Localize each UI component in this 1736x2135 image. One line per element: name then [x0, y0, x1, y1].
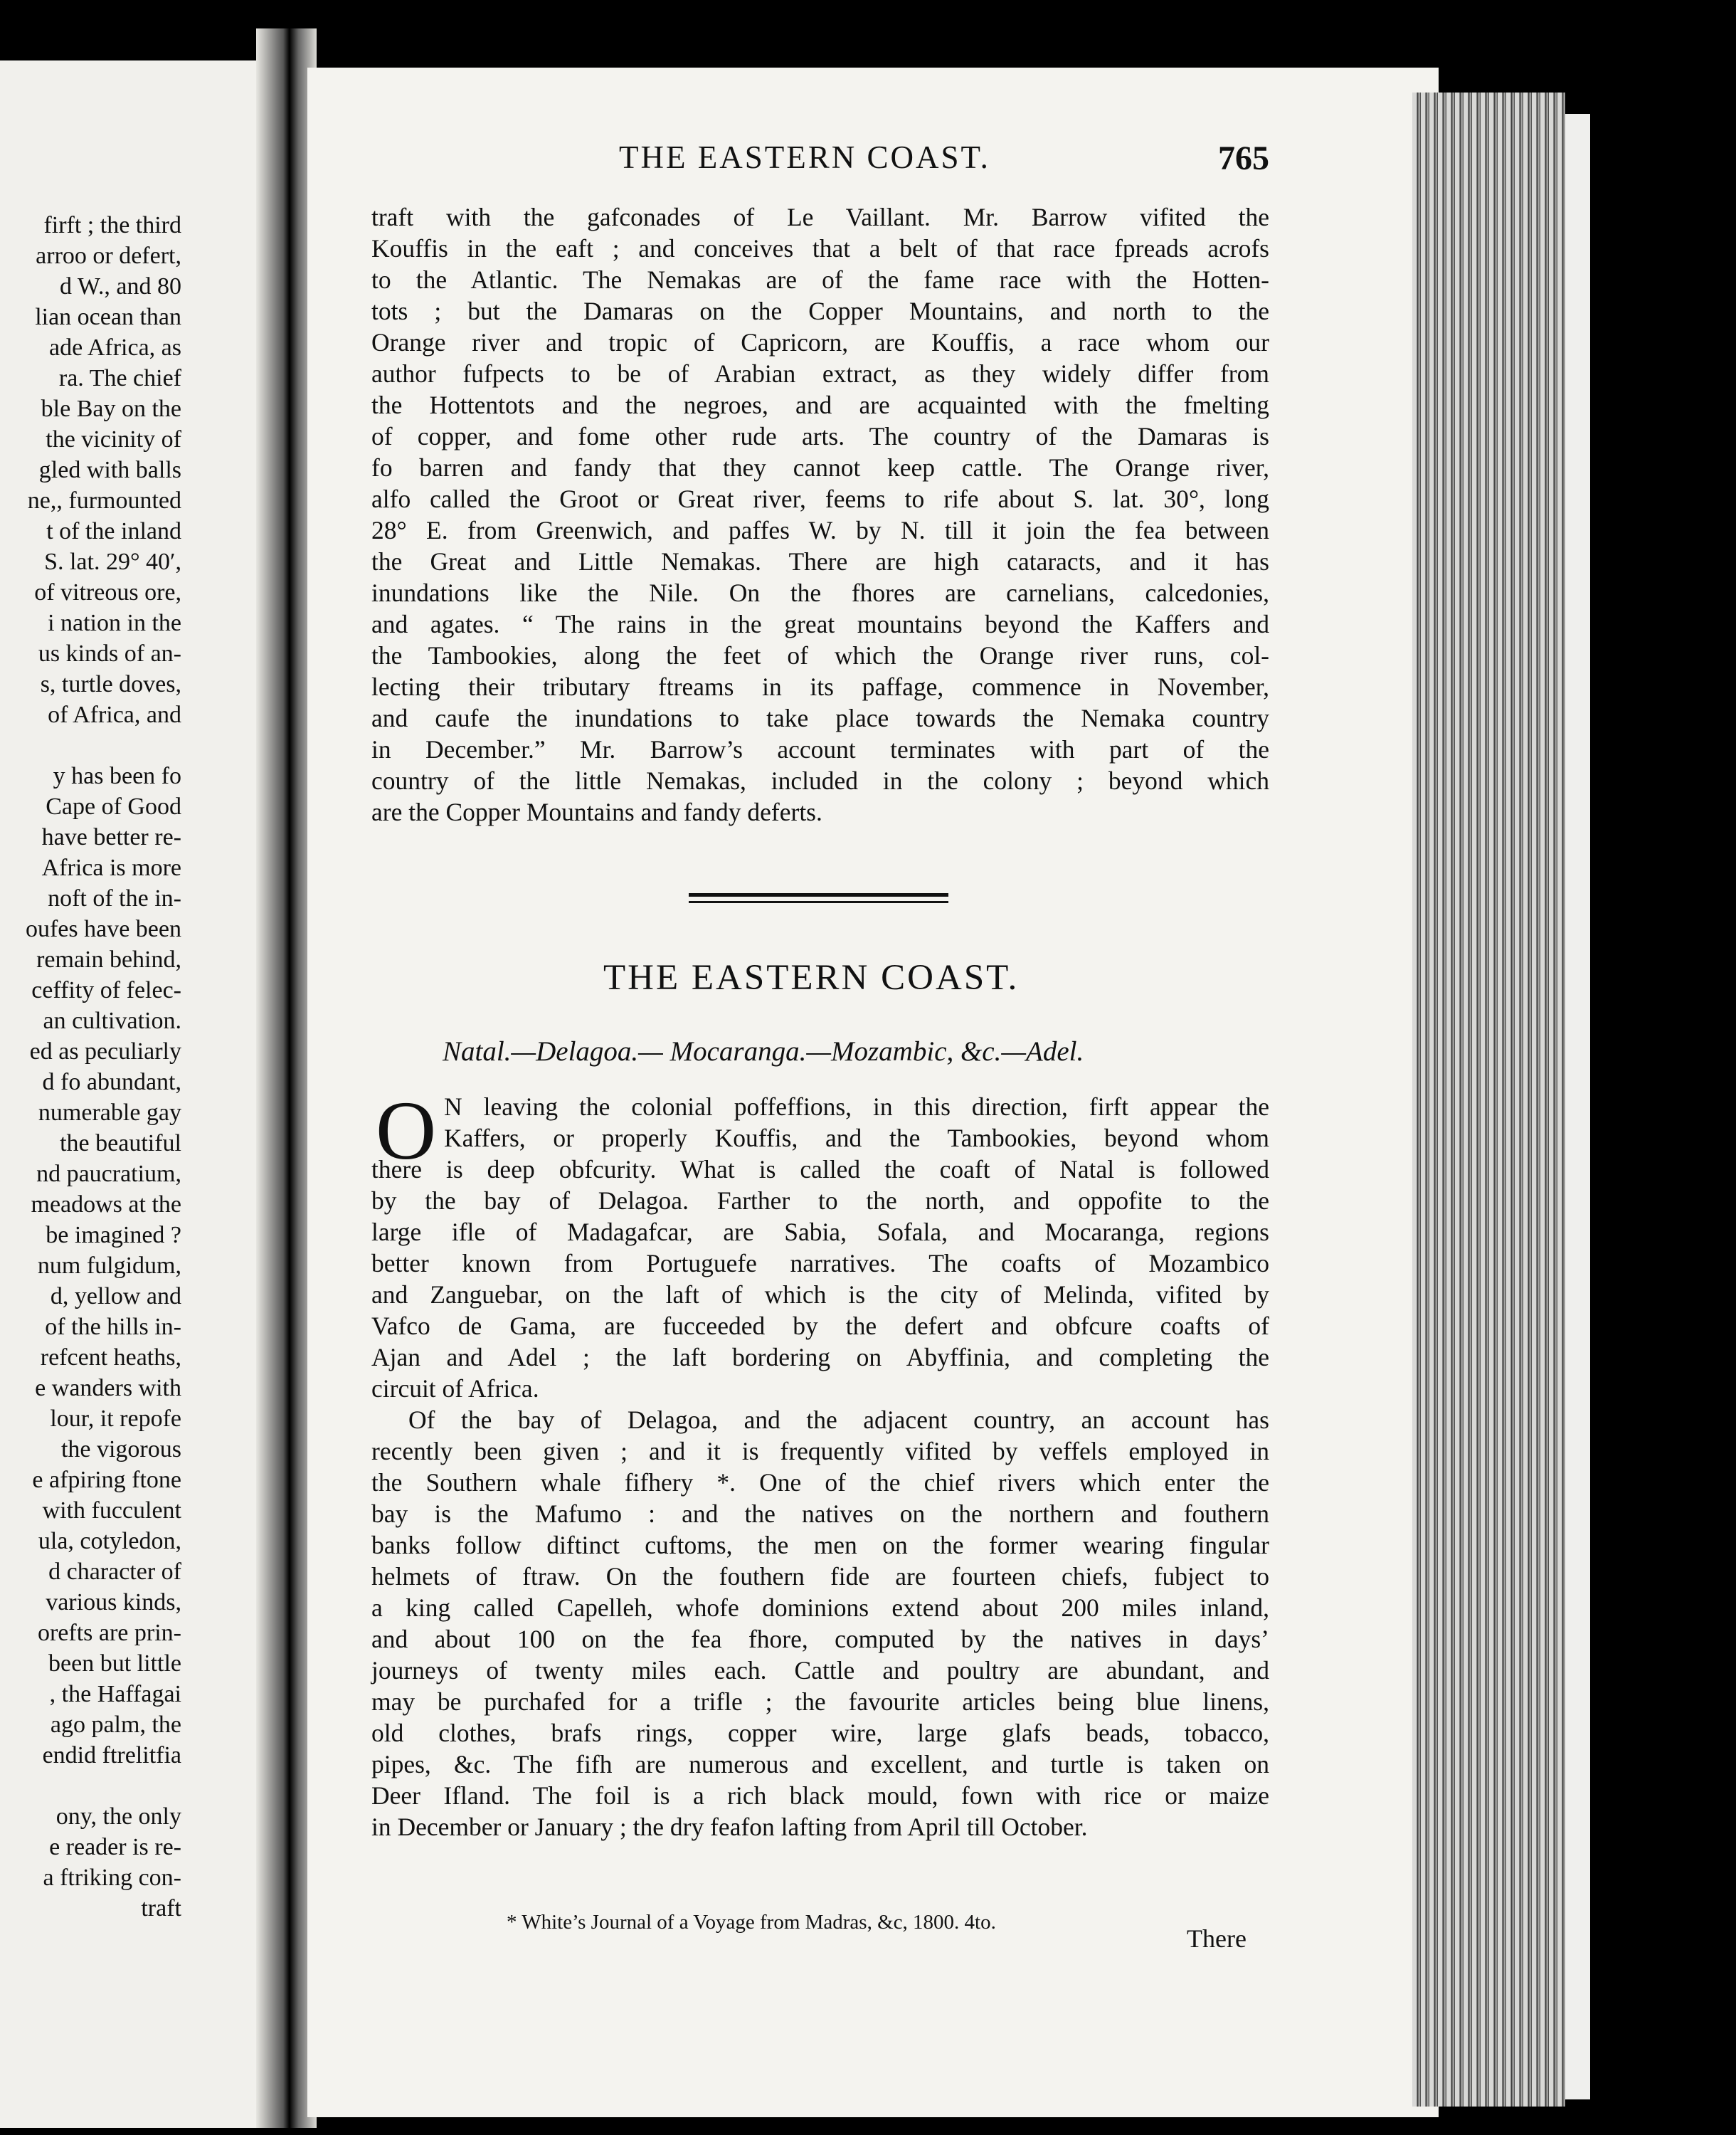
- left-text-line: , the Haffagai: [49, 1681, 181, 1707]
- text-line: old clothes, brafs rings, copper wire, large glafs beads, tobacco,: [371, 1719, 1269, 1747]
- text-line: alfo called the Groot or Great river, feems to rife about S. lat. 30°, long: [371, 485, 1269, 513]
- paragraph-continued: [371, 201, 1269, 828]
- text-line: the Tambookies, along the feet of which the Orange river runs, col-: [371, 641, 1269, 670]
- text-line: pipes, &c. The fifh are numerous and excellent, and turtle is taken on: [371, 1750, 1269, 1778]
- left-text-line: of Africa, and: [48, 702, 181, 728]
- left-text-line: lian ocean than: [35, 304, 181, 330]
- text-line: are the Copper Mountains and fandy deferts.: [371, 798, 822, 826]
- left-text-line: ne,, furmounted: [27, 487, 181, 514]
- left-text-line: [0, 730, 181, 761]
- text-line: the Southern whale fifhery *. One of the chief rivers which enter the: [371, 1468, 1269, 1497]
- left-text-line: Africa is more: [41, 855, 181, 881]
- left-text-line: t of the inland: [46, 518, 181, 544]
- left-text-line: have better re-: [41, 824, 181, 850]
- text-line: the Hottentots and the negroes, and are acquainted with the fmelting: [371, 391, 1269, 419]
- left-text-line: d fo abundant,: [42, 1069, 181, 1095]
- left-text-line: e reader is re-: [49, 1834, 181, 1860]
- text-line: and caufe the inundations to take place towards the Nemaka country: [371, 704, 1269, 732]
- text-line: helmets of ftraw. On the fouthern fide are fourteen chiefs, fubject to: [371, 1562, 1269, 1591]
- left-text-line: ago palm, the: [50, 1712, 181, 1738]
- left-text-line: i nation in the: [48, 610, 181, 636]
- text-line: and Zanguebar, on the laft of which is the city of Melinda, vifited by: [371, 1280, 1269, 1309]
- paragraph-1: [371, 1084, 1269, 1404]
- left-text-line: the vicinity of: [46, 426, 181, 453]
- left-text-line: num fulgidum,: [37, 1253, 181, 1279]
- section-divider: [689, 893, 948, 903]
- left-text-line: of vitreous ore,: [34, 579, 181, 606]
- text-line: by the bay of Delagoa. Farther to the north, and oppofite to the: [371, 1186, 1269, 1215]
- text-line: Of the bay of Delagoa, and the adjacent country, an account has: [408, 1406, 1269, 1434]
- text-line: author fufpects to be of Arabian extract, as they widely differ from: [371, 359, 1269, 388]
- text-line: circuit of Africa.: [371, 1374, 539, 1403]
- left-text-line: noft of the in-: [48, 885, 181, 912]
- left-text-line: ceffity of felec-: [31, 977, 181, 1003]
- text-line: and about 100 on the fea fhore, computed by the natives in days’: [371, 1625, 1269, 1653]
- left-text-line: refcent heaths,: [40, 1344, 181, 1371]
- text-line: fo barren and fandy that they cannot keep cattle. The Orange river,: [371, 453, 1269, 482]
- left-text-line: d W., and 80: [60, 273, 181, 300]
- page-edges: [1412, 93, 1565, 2107]
- text-line: in December or January ; the dry feafon lafting from April till October.: [371, 1813, 1088, 1841]
- text-line: in December.” Mr. Barrow’s account terminates with part of the: [371, 735, 1269, 764]
- text-line: inundations like the Nile. On the fhores are carnelians, calcedonies,: [371, 579, 1269, 607]
- left-text-line: numerable gay: [38, 1100, 181, 1126]
- left-text-line: oufes have been: [25, 916, 181, 942]
- text-line: to the Atlantic. The Nemakas are of the fame race with the Hotten-: [371, 265, 1269, 294]
- text-line: Kaffers, or properly Kouffis, and the Tambookies, beyond whom: [444, 1124, 1269, 1152]
- section-title: THE EASTERN COAST.: [603, 958, 1020, 998]
- section-subtitle: Natal.—Delagoa.— Mocaranga.—Mozambic, &c.—Adel.: [443, 1036, 1084, 1067]
- left-text-line: gled with balls: [38, 457, 181, 483]
- catchword: There: [1187, 1924, 1247, 1953]
- footnote: * White’s Journal of a Voyage from Madras, &c, 1800. 4to.: [507, 1911, 996, 1934]
- left-text-line: d, yellow and: [50, 1283, 181, 1309]
- text-line: better known from Portuguefe narratives. The coafts of Mozambico: [371, 1249, 1269, 1277]
- left-text-line: various kinds,: [46, 1589, 181, 1615]
- left-page-fragment: [0, 60, 274, 2128]
- text-line: the Great and Little Nemakas. There are high cataracts, and it has: [371, 547, 1269, 576]
- left-text-line: ble Bay on the: [41, 396, 181, 422]
- paragraph-2: [371, 1404, 1269, 1843]
- left-page-text: [0, 210, 181, 1924]
- text-line: banks follow diftinct cuftoms, the men on the former wearing fingular: [371, 1531, 1269, 1559]
- text-line: traft with the gafconades of Le Vaillant. Mr. Barrow vifited the: [371, 203, 1269, 231]
- left-text-line: nd paucratium,: [36, 1161, 181, 1187]
- text-line: Ajan and Adel ; the laft bordering on Abyffinia, and completing the: [371, 1343, 1269, 1371]
- left-text-line: ade Africa, as: [49, 334, 181, 361]
- text-line: and agates. “ The rains in the great mountains beyond the Kaffers and: [371, 610, 1269, 638]
- left-text-line: been but little: [48, 1650, 181, 1677]
- left-text-line: Cape of Good: [46, 794, 181, 820]
- text-line: there is deep obfcurity. What is called the coaft of Natal is followed: [371, 1155, 1269, 1184]
- text-line: Vafco de Gama, are fucceeded by the defert and obfcure coafts of: [371, 1312, 1269, 1340]
- left-text-line: s, turtle doves,: [40, 671, 181, 697]
- left-text-line: ula, cotyledon,: [38, 1528, 181, 1554]
- left-text-line: arroo or defert,: [36, 243, 181, 269]
- left-text-line: e wanders with: [35, 1375, 181, 1401]
- text-line: lecting their tributary ftreams in its paffage, commence in November,: [371, 673, 1269, 701]
- left-text-line: ony, the only: [55, 1803, 181, 1830]
- left-text-line: endid ftrelitfia: [42, 1742, 181, 1768]
- page-number: 765: [1218, 139, 1269, 177]
- left-text-line: e afpiring ftone: [32, 1467, 181, 1493]
- text-line: may be purchafed for a trifle ; the favourite articles being blue linens,: [371, 1687, 1269, 1716]
- left-text-line: with fucculent: [42, 1497, 181, 1524]
- left-text-line: y has been fo: [53, 763, 181, 789]
- left-text-line: ra. The chief: [58, 365, 181, 391]
- left-text-line: S. lat. 29° 40′,: [44, 549, 181, 575]
- text-line: journeys of twenty miles each. Cattle and poultry are abundant, and: [371, 1656, 1269, 1685]
- text-line: recently been given ; and it is frequently vifited by veffels employed in: [371, 1437, 1269, 1465]
- left-text-line: remain behind,: [36, 947, 181, 973]
- left-text-line: meadows at the: [31, 1191, 181, 1218]
- left-text-line: ed as peculiarly: [29, 1038, 181, 1065]
- left-text-line: the beautiful: [60, 1130, 181, 1156]
- text-line: a king called Capelleh, whofe dominions extend about 200 miles inland,: [371, 1593, 1269, 1622]
- drop-cap: O: [376, 1084, 437, 1177]
- left-text-line: a ftriking con-: [43, 1865, 181, 1891]
- text-line: N leaving the colonial poffeffions, in this direction, firft appear the: [444, 1092, 1269, 1121]
- text-line: country of the little Nemakas, included in the colony ; beyond which: [371, 766, 1269, 795]
- left-text-line: d character of: [48, 1559, 181, 1585]
- text-line: bay is the Mafumo : and the natives on the northern and fouthern: [371, 1499, 1269, 1528]
- text-line: Kouffis in the eaft ; and conceives that a belt of that race fpreads acrofs: [371, 234, 1269, 263]
- text-line: Deer Ifland. The foil is a rich black mould, fown with rice or maize: [371, 1781, 1269, 1810]
- text-line: 28° E. from Greenwich, and paffes W. by N. till it join the fea between: [371, 516, 1269, 544]
- text-line: large ifle of Madagafcar, are Sabia, Sofala, and Mocaranga, regions: [371, 1218, 1269, 1246]
- left-text-line: traft: [141, 1895, 181, 1922]
- left-text-line: us kinds of an-: [38, 640, 181, 667]
- text-line: of copper, and fome other rude arts. The country of the Damaras is: [371, 422, 1269, 450]
- running-head: THE EASTERN COAST.: [619, 139, 990, 175]
- left-text-line: lour, it repofe: [50, 1406, 181, 1432]
- text-line: tots ; but the Damaras on the Copper Mountains, and north to the: [371, 297, 1269, 325]
- text-line: Orange river and tropic of Capricorn, are Kouffis, a race whom our: [371, 328, 1269, 357]
- left-text-line: of the hills in-: [45, 1314, 181, 1340]
- book-edge: [1565, 114, 1590, 2099]
- left-text-line: orefts are prin-: [37, 1620, 181, 1646]
- left-text-line: firft ; the third: [43, 212, 181, 238]
- left-text-line: the vigorous: [60, 1436, 181, 1462]
- left-text-line: [0, 1771, 181, 1801]
- left-text-line: an cultivation.: [43, 1008, 181, 1034]
- left-text-line: be imagined ?: [46, 1222, 181, 1248]
